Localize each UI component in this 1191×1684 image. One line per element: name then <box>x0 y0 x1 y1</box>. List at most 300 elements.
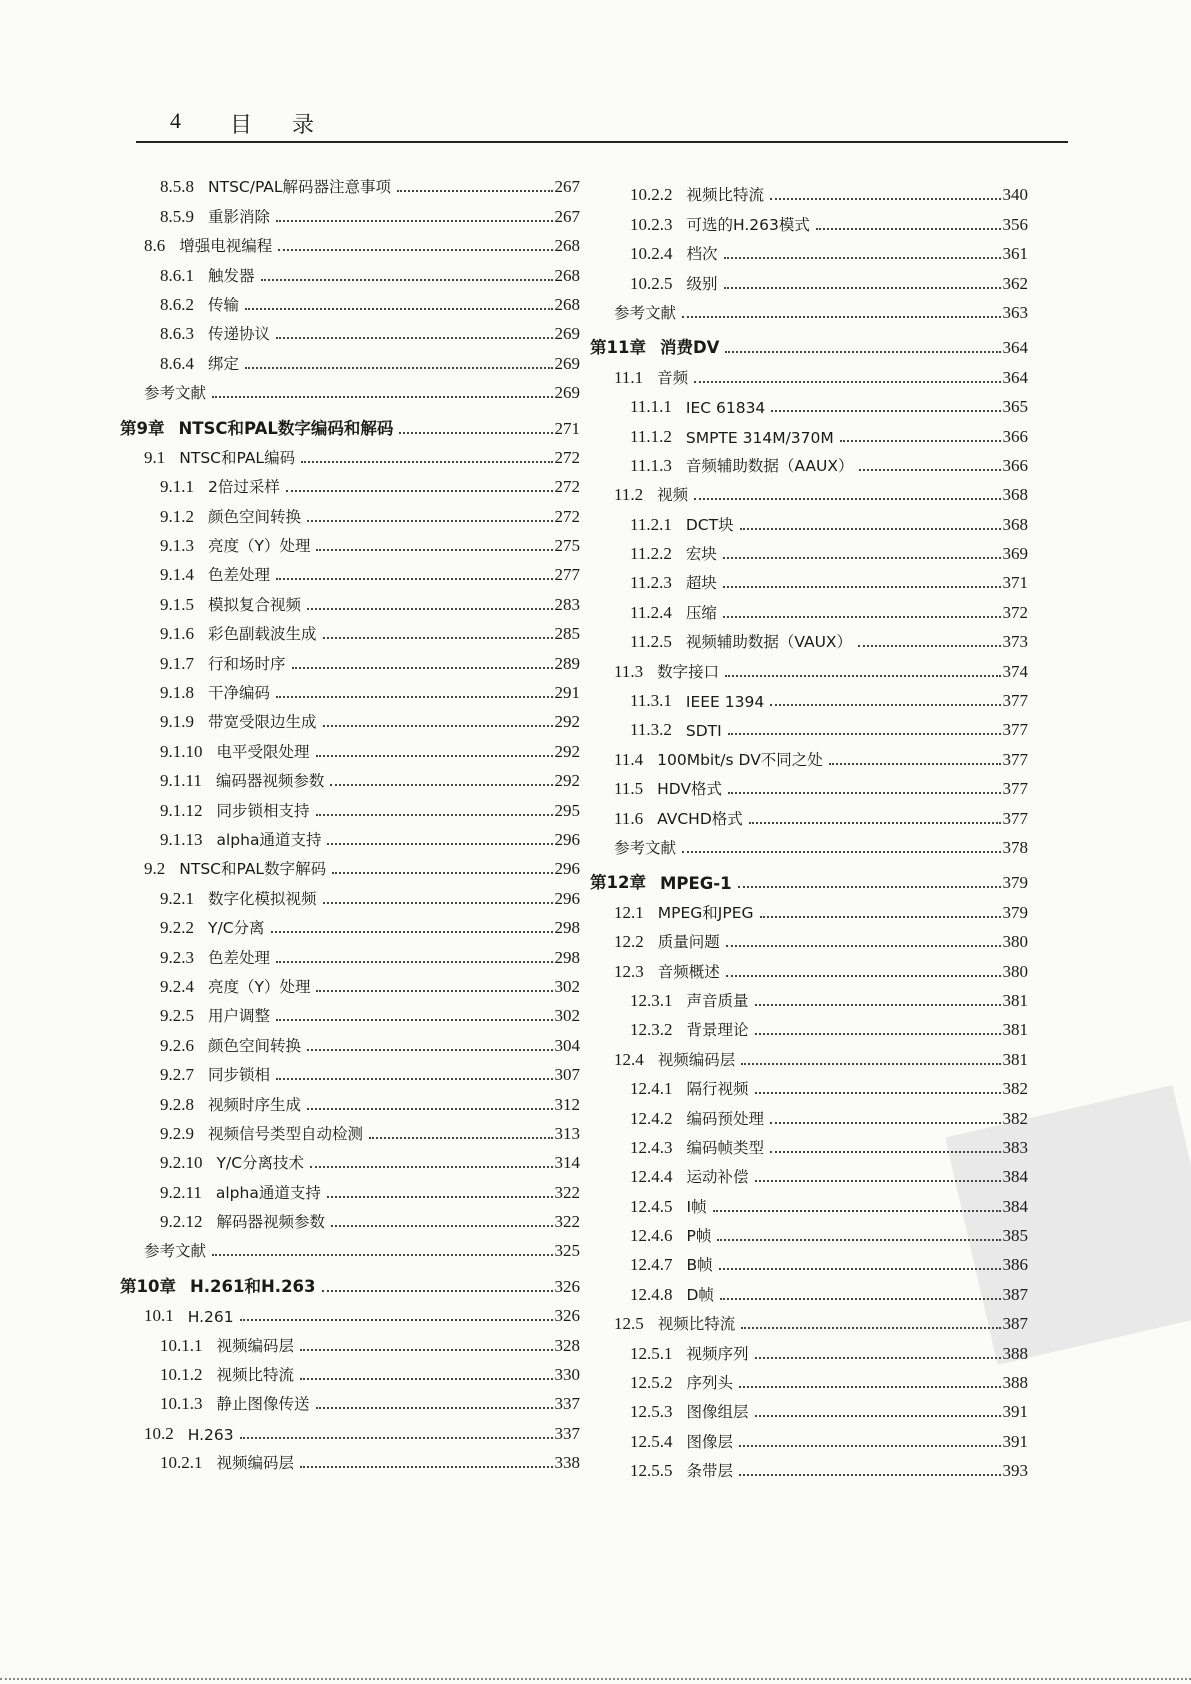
dot-leader <box>858 645 1000 647</box>
toc-entry <box>590 417 1028 446</box>
dot-leader <box>755 1180 1001 1182</box>
dot-leader <box>770 704 1000 706</box>
dot-leader <box>331 1225 552 1227</box>
dot-leader <box>316 755 553 757</box>
dot-leader <box>694 498 1000 500</box>
dot-leader <box>327 843 552 845</box>
dot-leader <box>739 1386 1000 1388</box>
entry-page: 292 <box>554 712 580 732</box>
dot-leader <box>276 578 552 580</box>
entry-page: 269 <box>554 383 580 403</box>
dot-leader <box>713 1210 1001 1212</box>
entry-number: 11.2.5 <box>630 632 672 652</box>
entry-number: 8.6.2 <box>160 294 194 314</box>
entry-number: 11.3.1 <box>630 691 672 711</box>
entry-page: 384 <box>1002 1167 1028 1187</box>
entry-title: NTSC/PAL解码器注意事项 <box>208 178 392 197</box>
dot-leader <box>327 1196 553 1198</box>
dot-leader <box>316 814 553 816</box>
entry-number: 9.1.5 <box>160 594 194 614</box>
entry-number: 11.6 <box>614 808 644 828</box>
entry-title: 图像组层 <box>686 1403 749 1422</box>
dot-leader <box>723 616 1001 618</box>
toc-entry <box>590 505 1028 534</box>
toc-entry <box>120 850 580 879</box>
toc-entry <box>590 1099 1028 1128</box>
entry-number: 9.2.6 <box>160 1035 194 1055</box>
entry-page: 313 <box>554 1123 580 1143</box>
entry-title: 同步锁相 <box>208 1066 271 1085</box>
entry-page: 275 <box>554 536 580 556</box>
header-title-char-2: 录 <box>292 112 315 137</box>
entry-title: 彩色副载波生成 <box>208 625 317 644</box>
entry-number: 10.2.4 <box>630 244 673 264</box>
toc-right-column <box>590 176 1028 1481</box>
entry-title: alpha通道支持 <box>216 830 322 849</box>
entry-page: 302 <box>554 1006 580 1026</box>
entry-title: 编码帧类型 <box>686 1138 765 1157</box>
entry-title: 宏块 <box>685 545 717 564</box>
entry-title: HDV格式 <box>657 780 723 799</box>
toc-entry <box>590 388 1028 417</box>
dot-leader <box>728 733 1001 735</box>
entry-page: 277 <box>554 565 580 585</box>
dot-leader <box>725 675 1000 677</box>
dot-leader <box>840 440 1001 442</box>
entry-title: 视频时序生成 <box>208 1095 302 1114</box>
entry-number: 12.4.6 <box>630 1226 673 1246</box>
dot-leader <box>682 851 1000 853</box>
entry-number: 10.2 <box>144 1423 174 1443</box>
entry-title: 参考文献 <box>144 1242 207 1261</box>
toc-entry <box>120 374 580 403</box>
toc-entry <box>120 938 580 967</box>
dot-leader <box>307 520 552 522</box>
dot-leader <box>741 1063 1000 1065</box>
toc-entry <box>120 821 580 850</box>
entry-number: 12.5.5 <box>630 1461 673 1481</box>
entry-title: 参考文献 <box>614 838 677 857</box>
entry-page: 340 <box>1002 185 1028 205</box>
entry-title: 重影消除 <box>208 207 271 226</box>
entry-title: H.261 <box>187 1308 234 1327</box>
entry-number: 9.1.3 <box>160 536 194 556</box>
entry-page: 307 <box>554 1065 580 1085</box>
entry-title: 干净编码 <box>208 684 271 703</box>
entry-title: IEC 61834 <box>685 399 766 418</box>
entry-title: 压缩 <box>685 603 717 622</box>
entry-page: 377 <box>1002 779 1028 799</box>
entry-page: 337 <box>554 1423 580 1443</box>
toc-entry <box>590 176 1028 205</box>
entry-page: 362 <box>1002 273 1028 293</box>
dot-leader <box>323 637 553 639</box>
header-title-char-1: 目 <box>230 112 253 137</box>
entry-number: 12.4 <box>614 1049 644 1069</box>
toc-entry <box>120 1173 580 1202</box>
entry-title: 参考文献 <box>614 303 677 322</box>
toc-entry <box>120 439 580 468</box>
entry-number: 8.6.3 <box>160 324 194 344</box>
toc-entry <box>120 286 580 315</box>
toc-entry <box>590 770 1028 799</box>
entry-title: SMPTE 314M/370M <box>685 428 834 447</box>
dot-leader <box>725 351 1000 353</box>
entry-page: 382 <box>1002 1079 1028 1099</box>
entry-number: 12.5 <box>614 1314 644 1334</box>
entry-title: NTSC和PAL数字解码 <box>179 860 327 879</box>
toc-entry <box>120 732 580 761</box>
entry-number: 12.5.2 <box>630 1373 673 1393</box>
entry-page: 289 <box>554 653 580 673</box>
entry-title: 视频比特流 <box>657 1315 736 1334</box>
entry-number: 9.1.13 <box>160 829 203 849</box>
entry-number: 9.2.4 <box>160 976 194 996</box>
entry-number: 9.1.10 <box>160 741 203 761</box>
entry-number: 12.4.2 <box>630 1108 673 1128</box>
dot-leader <box>286 490 553 492</box>
entry-number: 12.1 <box>614 902 644 922</box>
entry-number: 9.1.4 <box>160 565 194 585</box>
toc-entry <box>120 1026 580 1055</box>
toc-entry <box>120 1297 580 1326</box>
entry-title: 用户调整 <box>208 1007 271 1026</box>
entry-number: 9.1.2 <box>160 506 194 526</box>
entry-number: 11.1.3 <box>630 455 672 475</box>
entry-number: 10.1.1 <box>160 1335 203 1355</box>
entry-title: 超块 <box>685 574 717 593</box>
dot-leader <box>719 1268 1001 1270</box>
toc-entry <box>120 168 580 197</box>
entry-number: 10.2.2 <box>630 185 673 205</box>
entry-title: Y/C分离 <box>208 919 265 938</box>
entry-title: D帧 <box>686 1285 714 1304</box>
entry-title: Y/C分离技术 <box>216 1154 305 1173</box>
toc-entry <box>590 982 1028 1011</box>
entry-page: 356 <box>1002 214 1028 234</box>
entry-page: 373 <box>1002 632 1028 652</box>
toc-entry <box>590 476 1028 505</box>
entry-title: 数字接口 <box>657 662 720 681</box>
entry-title: 级别 <box>686 274 718 293</box>
entry-title: 颜色空间转换 <box>208 1036 302 1055</box>
entry-title: 序列头 <box>686 1374 734 1393</box>
dot-leader <box>723 557 1001 559</box>
entry-number: 12.3.2 <box>630 1020 673 1040</box>
dot-leader <box>323 902 553 904</box>
dot-leader <box>276 220 552 222</box>
entry-number: 10.1.2 <box>160 1365 203 1385</box>
entry-title: 声音质量 <box>686 991 749 1010</box>
dot-leader <box>771 410 1000 412</box>
entry-number: 第9章 <box>120 418 165 438</box>
toc-entry <box>120 1056 580 1085</box>
dot-leader <box>717 1239 1000 1241</box>
entry-number: 9.2.11 <box>160 1182 202 1202</box>
dot-leader <box>755 1004 1001 1006</box>
dot-leader <box>740 528 1001 530</box>
entry-page: 304 <box>554 1035 580 1055</box>
toc-entry <box>590 1364 1028 1393</box>
dot-leader <box>240 1319 553 1321</box>
dot-leader <box>307 1049 552 1051</box>
entry-page: 369 <box>1002 544 1028 564</box>
entry-page: 330 <box>554 1365 580 1385</box>
entry-title: IEEE 1394 <box>685 693 765 712</box>
entry-number: 11.3.2 <box>630 720 672 740</box>
toc-entry <box>590 205 1028 234</box>
entry-title: 视频序列 <box>686 1344 749 1363</box>
entry-page: 292 <box>554 741 580 761</box>
entry-page: 368 <box>1002 514 1028 534</box>
entry-title: 亮度（Y）处理 <box>208 977 311 996</box>
entry-page: 312 <box>554 1094 580 1114</box>
toc-entry <box>590 623 1028 652</box>
entry-page: 384 <box>1002 1196 1028 1216</box>
toc-entry <box>120 791 580 820</box>
entry-page: 383 <box>1002 1137 1028 1157</box>
entry-page: 325 <box>554 1241 580 1261</box>
dot-leader <box>240 1437 553 1439</box>
entry-title: MPEG和JPEG <box>657 903 754 922</box>
dot-leader <box>316 990 552 992</box>
toc-entry <box>120 468 580 497</box>
entry-number: 9.2.5 <box>160 1006 194 1026</box>
entry-number: 11.1.2 <box>630 426 672 446</box>
entry-number: 9.1.8 <box>160 683 194 703</box>
entry-page: 326 <box>554 1276 580 1296</box>
entry-title: 传输 <box>208 295 240 314</box>
entry-page: 379 <box>1002 873 1028 893</box>
entry-page: 377 <box>1002 749 1028 769</box>
entry-number: 10.2.1 <box>160 1453 203 1473</box>
toc-entry <box>590 294 1028 323</box>
toc-entry <box>120 997 580 1026</box>
toc-entry <box>120 968 580 997</box>
entry-number: 12.3.1 <box>630 990 673 1010</box>
entry-title: 视频比特流 <box>216 1366 295 1385</box>
entry-title: 传递协议 <box>208 325 271 344</box>
dot-leader <box>728 792 1000 794</box>
entry-page: 381 <box>1002 990 1028 1010</box>
entry-page: 377 <box>1002 691 1028 711</box>
toc-chapter-entry <box>590 864 1028 893</box>
dot-leader <box>694 381 1000 383</box>
entry-number: 11.4 <box>614 749 644 769</box>
toc-entry <box>590 1334 1028 1363</box>
toc-entry <box>120 879 580 908</box>
dot-leader <box>770 1122 1000 1124</box>
toc-entry <box>590 1158 1028 1187</box>
toc-entry <box>590 711 1028 740</box>
entry-page: 377 <box>1002 720 1028 740</box>
entry-number: 9.2.2 <box>160 918 194 938</box>
entry-title: P帧 <box>686 1227 712 1246</box>
entry-page: 382 <box>1002 1108 1028 1128</box>
entry-title: 档次 <box>686 245 718 264</box>
toc-entry <box>120 585 580 614</box>
entry-page: 338 <box>554 1453 580 1473</box>
entry-title: 视频编码层 <box>216 1454 295 1473</box>
entry-title: H.261和H.263 <box>189 1276 316 1296</box>
dot-leader <box>261 279 553 281</box>
entry-page: 361 <box>1002 244 1028 264</box>
entry-number: 第11章 <box>590 338 646 358</box>
entry-page: 298 <box>554 918 580 938</box>
entry-number: 12.4.1 <box>630 1079 673 1099</box>
toc-left-column <box>120 168 580 1473</box>
entry-page: 269 <box>554 353 580 373</box>
entry-title: 音频概述 <box>657 962 720 981</box>
dot-leader <box>300 1466 552 1468</box>
entry-title: 视频信号类型自动检测 <box>208 1124 364 1143</box>
toc-entry <box>120 227 580 256</box>
dot-leader <box>726 975 1001 977</box>
entry-number: 9.1.6 <box>160 624 194 644</box>
entry-number: 第10章 <box>120 1276 176 1296</box>
toc-entry <box>120 197 580 226</box>
entry-page: 272 <box>554 506 580 526</box>
entry-number: 12.5.4 <box>630 1431 673 1451</box>
entry-page: 283 <box>554 594 580 614</box>
entry-number: 11.1.1 <box>630 397 672 417</box>
toc-entry <box>120 1203 580 1232</box>
toc-entry <box>590 1217 1028 1246</box>
toc-entry <box>590 1246 1028 1275</box>
entry-title: H.263 <box>187 1425 234 1444</box>
entry-page: 268 <box>554 294 580 314</box>
dot-leader <box>278 249 552 251</box>
entry-page: 267 <box>554 206 580 226</box>
entry-number: 12.4.5 <box>630 1196 673 1216</box>
entry-number: 9.1.12 <box>160 800 203 820</box>
entry-number: 9.1.1 <box>160 477 194 497</box>
entry-page: 374 <box>1002 661 1028 681</box>
entry-number: 12.5.3 <box>630 1402 673 1422</box>
entry-number: 9.1.9 <box>160 712 194 732</box>
toc-entry <box>590 264 1028 293</box>
dot-leader <box>749 822 1001 824</box>
entry-page: 295 <box>554 800 580 820</box>
entry-page: 314 <box>554 1153 580 1173</box>
dot-leader <box>330 784 552 786</box>
entry-page: 385 <box>1002 1226 1028 1246</box>
entry-number: 11.2.2 <box>630 544 672 564</box>
toc-entry <box>120 1115 580 1144</box>
entry-title: 视频比特流 <box>686 186 765 205</box>
entry-title: 解码器视频参数 <box>216 1213 326 1232</box>
entry-page: 291 <box>554 683 580 703</box>
dot-leader <box>300 1378 552 1380</box>
entry-page: 371 <box>1002 573 1028 593</box>
toc-entry <box>590 893 1028 922</box>
dot-leader <box>245 367 552 369</box>
entry-title: 色差处理 <box>208 948 271 967</box>
toc-entry <box>590 593 1028 622</box>
dot-leader <box>739 1445 1000 1447</box>
dot-leader <box>322 1290 553 1292</box>
toc-entry <box>120 615 580 644</box>
entry-page: 292 <box>554 771 580 791</box>
toc-entry <box>590 1040 1028 1069</box>
toc-entry <box>590 535 1028 564</box>
entry-number: 10.1 <box>144 1306 174 1326</box>
entry-page: 296 <box>554 829 580 849</box>
dot-leader <box>770 1151 1000 1153</box>
entry-number: 9.2 <box>144 859 166 879</box>
dot-leader <box>755 1033 1001 1035</box>
entry-title: I帧 <box>686 1197 707 1216</box>
dot-leader <box>739 1474 1000 1476</box>
entry-number: 9.2.7 <box>160 1065 194 1085</box>
entry-number: 11.3 <box>614 661 644 681</box>
toc-entry <box>590 1187 1028 1216</box>
entry-title: 运动补偿 <box>686 1168 749 1187</box>
dot-leader <box>332 872 552 874</box>
entry-number: 9.2.12 <box>160 1212 203 1232</box>
entry-number: 9.1.7 <box>160 653 194 673</box>
entry-title: 颜色空间转换 <box>208 507 302 526</box>
dot-leader <box>724 287 1001 289</box>
entry-page: 386 <box>1002 1255 1028 1275</box>
entry-page: 285 <box>554 624 580 644</box>
toc-chapter-entry <box>120 409 580 438</box>
entry-page: 393 <box>1002 1461 1028 1481</box>
entry-page: 381 <box>1002 1020 1028 1040</box>
toc-entry <box>120 644 580 673</box>
entry-title: 图像层 <box>686 1432 734 1451</box>
entry-number: 8.6 <box>144 236 166 256</box>
entry-title: NTSC和PAL编码 <box>179 448 296 467</box>
entry-title: 静止图像传送 <box>216 1395 310 1414</box>
entry-title: SDTI <box>685 722 722 741</box>
entry-title: DCT块 <box>685 515 734 534</box>
entry-number: 9.1.11 <box>160 771 202 791</box>
header-rule <box>136 141 1068 143</box>
dot-leader <box>276 1019 552 1021</box>
toc-entry <box>120 497 580 526</box>
entry-page: 322 <box>554 1212 580 1232</box>
toc-entry <box>120 344 580 373</box>
entry-title: 消费DV <box>659 338 720 358</box>
entry-title: 100Mbit/s DV不同之处 <box>657 750 823 769</box>
toc-entry <box>590 952 1028 981</box>
toc-entry <box>120 1385 580 1414</box>
toc-entry <box>590 447 1028 476</box>
entry-title: 模拟复合视频 <box>208 595 302 614</box>
entry-title: 参考文献 <box>144 384 207 403</box>
toc-entry <box>120 1085 580 1114</box>
entry-page: 328 <box>554 1335 580 1355</box>
entry-title: 触发器 <box>208 266 255 285</box>
toc-entry <box>120 315 580 344</box>
entry-number: 10.1.3 <box>160 1394 203 1414</box>
dot-leader <box>276 961 552 963</box>
dot-leader <box>723 586 1001 588</box>
entry-page: 391 <box>1002 1402 1028 1422</box>
entry-title: 音频辅助数据（AAUX） <box>685 456 854 475</box>
dot-leader <box>829 763 1001 765</box>
toc-entry <box>590 1305 1028 1334</box>
entry-page: 391 <box>1002 1431 1028 1451</box>
dot-leader <box>682 316 1000 318</box>
entry-title: 绑定 <box>208 354 240 373</box>
entry-page: 380 <box>1002 932 1028 952</box>
toc-entry <box>590 1422 1028 1451</box>
toc-entry <box>120 1444 580 1473</box>
entry-number: 9.2.3 <box>160 947 194 967</box>
entry-number: 11.2.1 <box>630 514 672 534</box>
